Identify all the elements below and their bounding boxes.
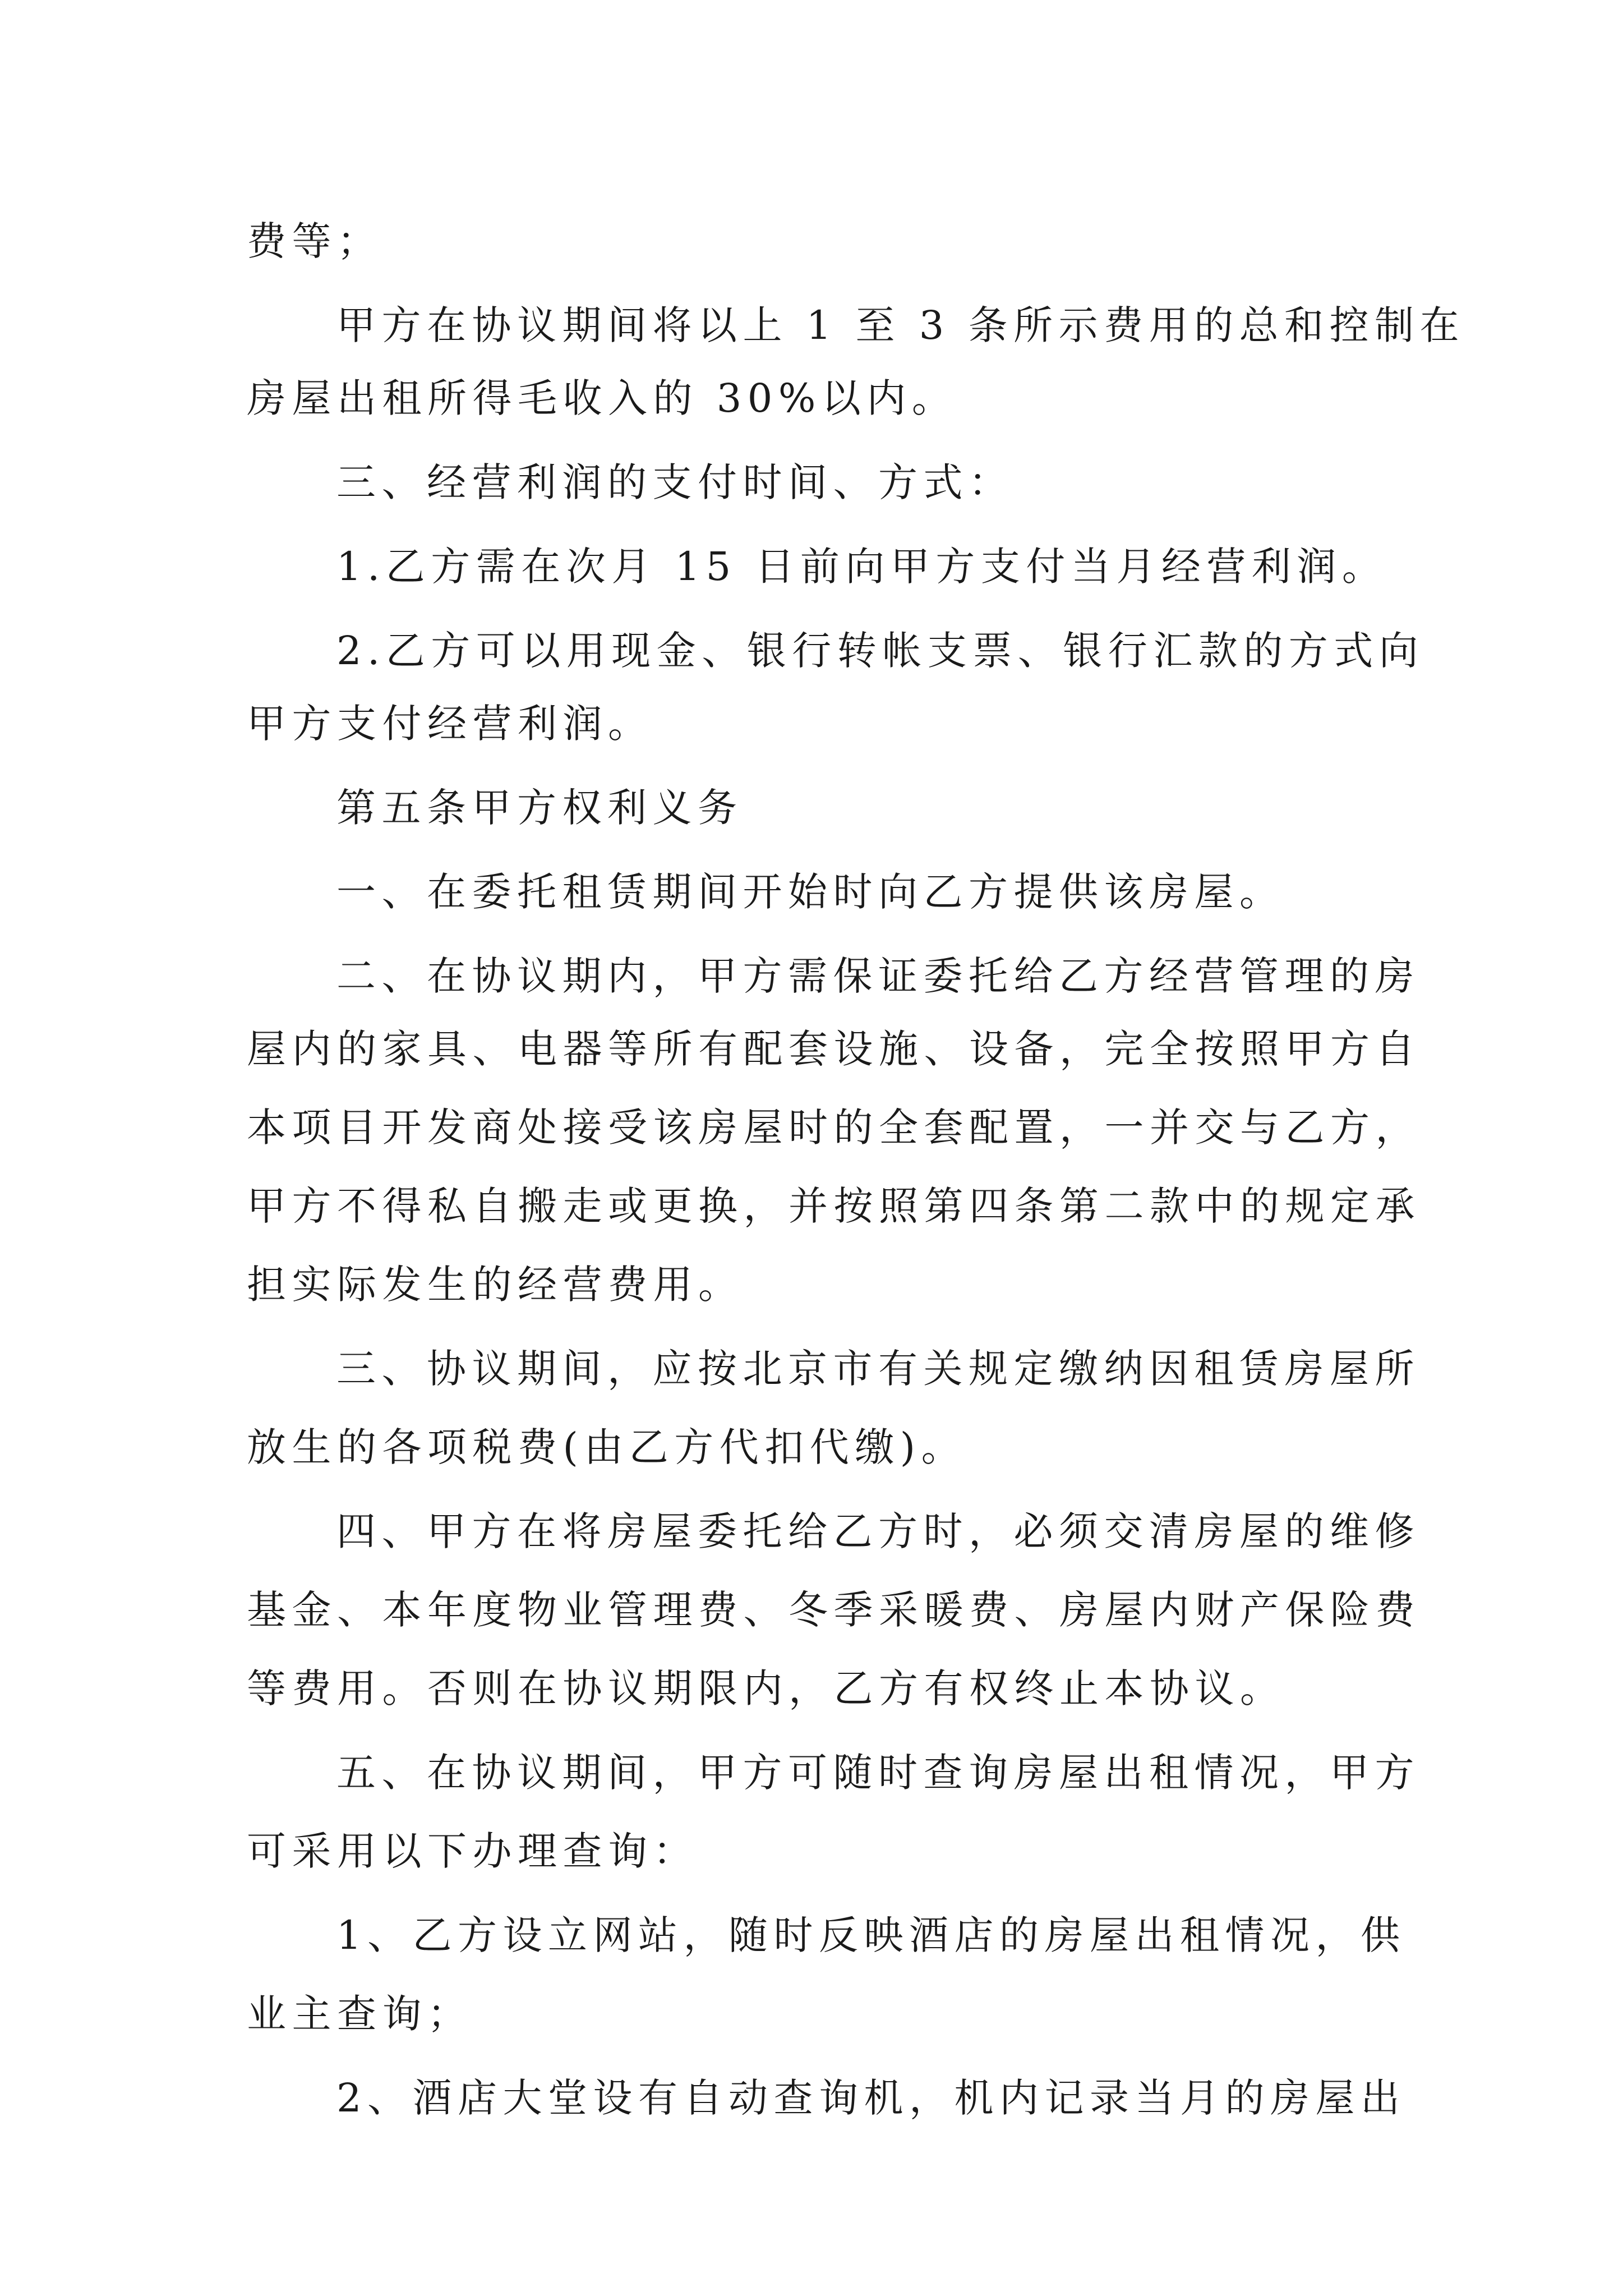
text-line: 三、经营利润的支付时间、方式： [336,459,1014,505]
text-line: 二、在协议期内，甲方需保证委托给乙方经营管理的房 [336,953,1420,999]
text-line: 基金、本年度物业管理费、冬季采暖费、房屋内财产保险费 [247,1587,1421,1633]
text-line: 甲方支付经营利润。 [247,701,653,747]
text-line: 甲方不得私自搬走或更换，并按照第四条第二款中的规定承 [247,1183,1421,1229]
text-line: 五、在协议期间，甲方可随时查询房屋出租情况，甲方 [336,1750,1420,1796]
text-line: 屋内的家具、电器等所有配套设施、设备，完全按照甲方自 [247,1026,1421,1072]
text-line: 本项目开发商处接受该房屋时的全套配置，一并交与乙方， [247,1105,1421,1151]
section-heading: 第五条甲方权利义务 [336,785,743,831]
text-line: 三、协议期间，应按北京市有关规定缴纳因租赁房屋所 [336,1346,1420,1392]
text-line: 1.乙方需在次月 15 日前向甲方支付当月经营利润。 [336,544,1387,590]
text-line: 四、甲方在将房屋委托给乙方时，必须交清房屋的维修 [336,1508,1420,1554]
text-line: 可采用以下办理查询： [247,1828,698,1874]
text-line: 甲方在协议期间将以上 1 至 3 条所示费用的总和控制在 [336,302,1465,348]
text-line: 房屋出租所得毛收入的 30%以内。 [247,375,957,421]
text-line: 等费用。否则在协议期限内，乙方有权终止本协议。 [247,1665,1285,1711]
text-line: 一、在委托租赁期间开始时向乙方提供该房屋。 [336,869,1285,915]
text-line: 担实际发生的经营费用。 [247,1262,744,1308]
text-line: 放生的各项税费(由乙方代扣代缴)。 [247,1424,967,1470]
text-line: 业主查询； [247,1991,473,2037]
text-line: 2.乙方可以用现金、银行转帐支票、银行汇款的方式向 [336,628,1424,674]
text-line: 费等； [247,218,382,264]
text-line: 1、乙方设立网站，随时反映酒店的房屋出租情况，供 [336,1912,1406,1958]
text-line: 2、酒店大堂设有自动查询机，机内记录当月的房屋出 [336,2075,1406,2121]
